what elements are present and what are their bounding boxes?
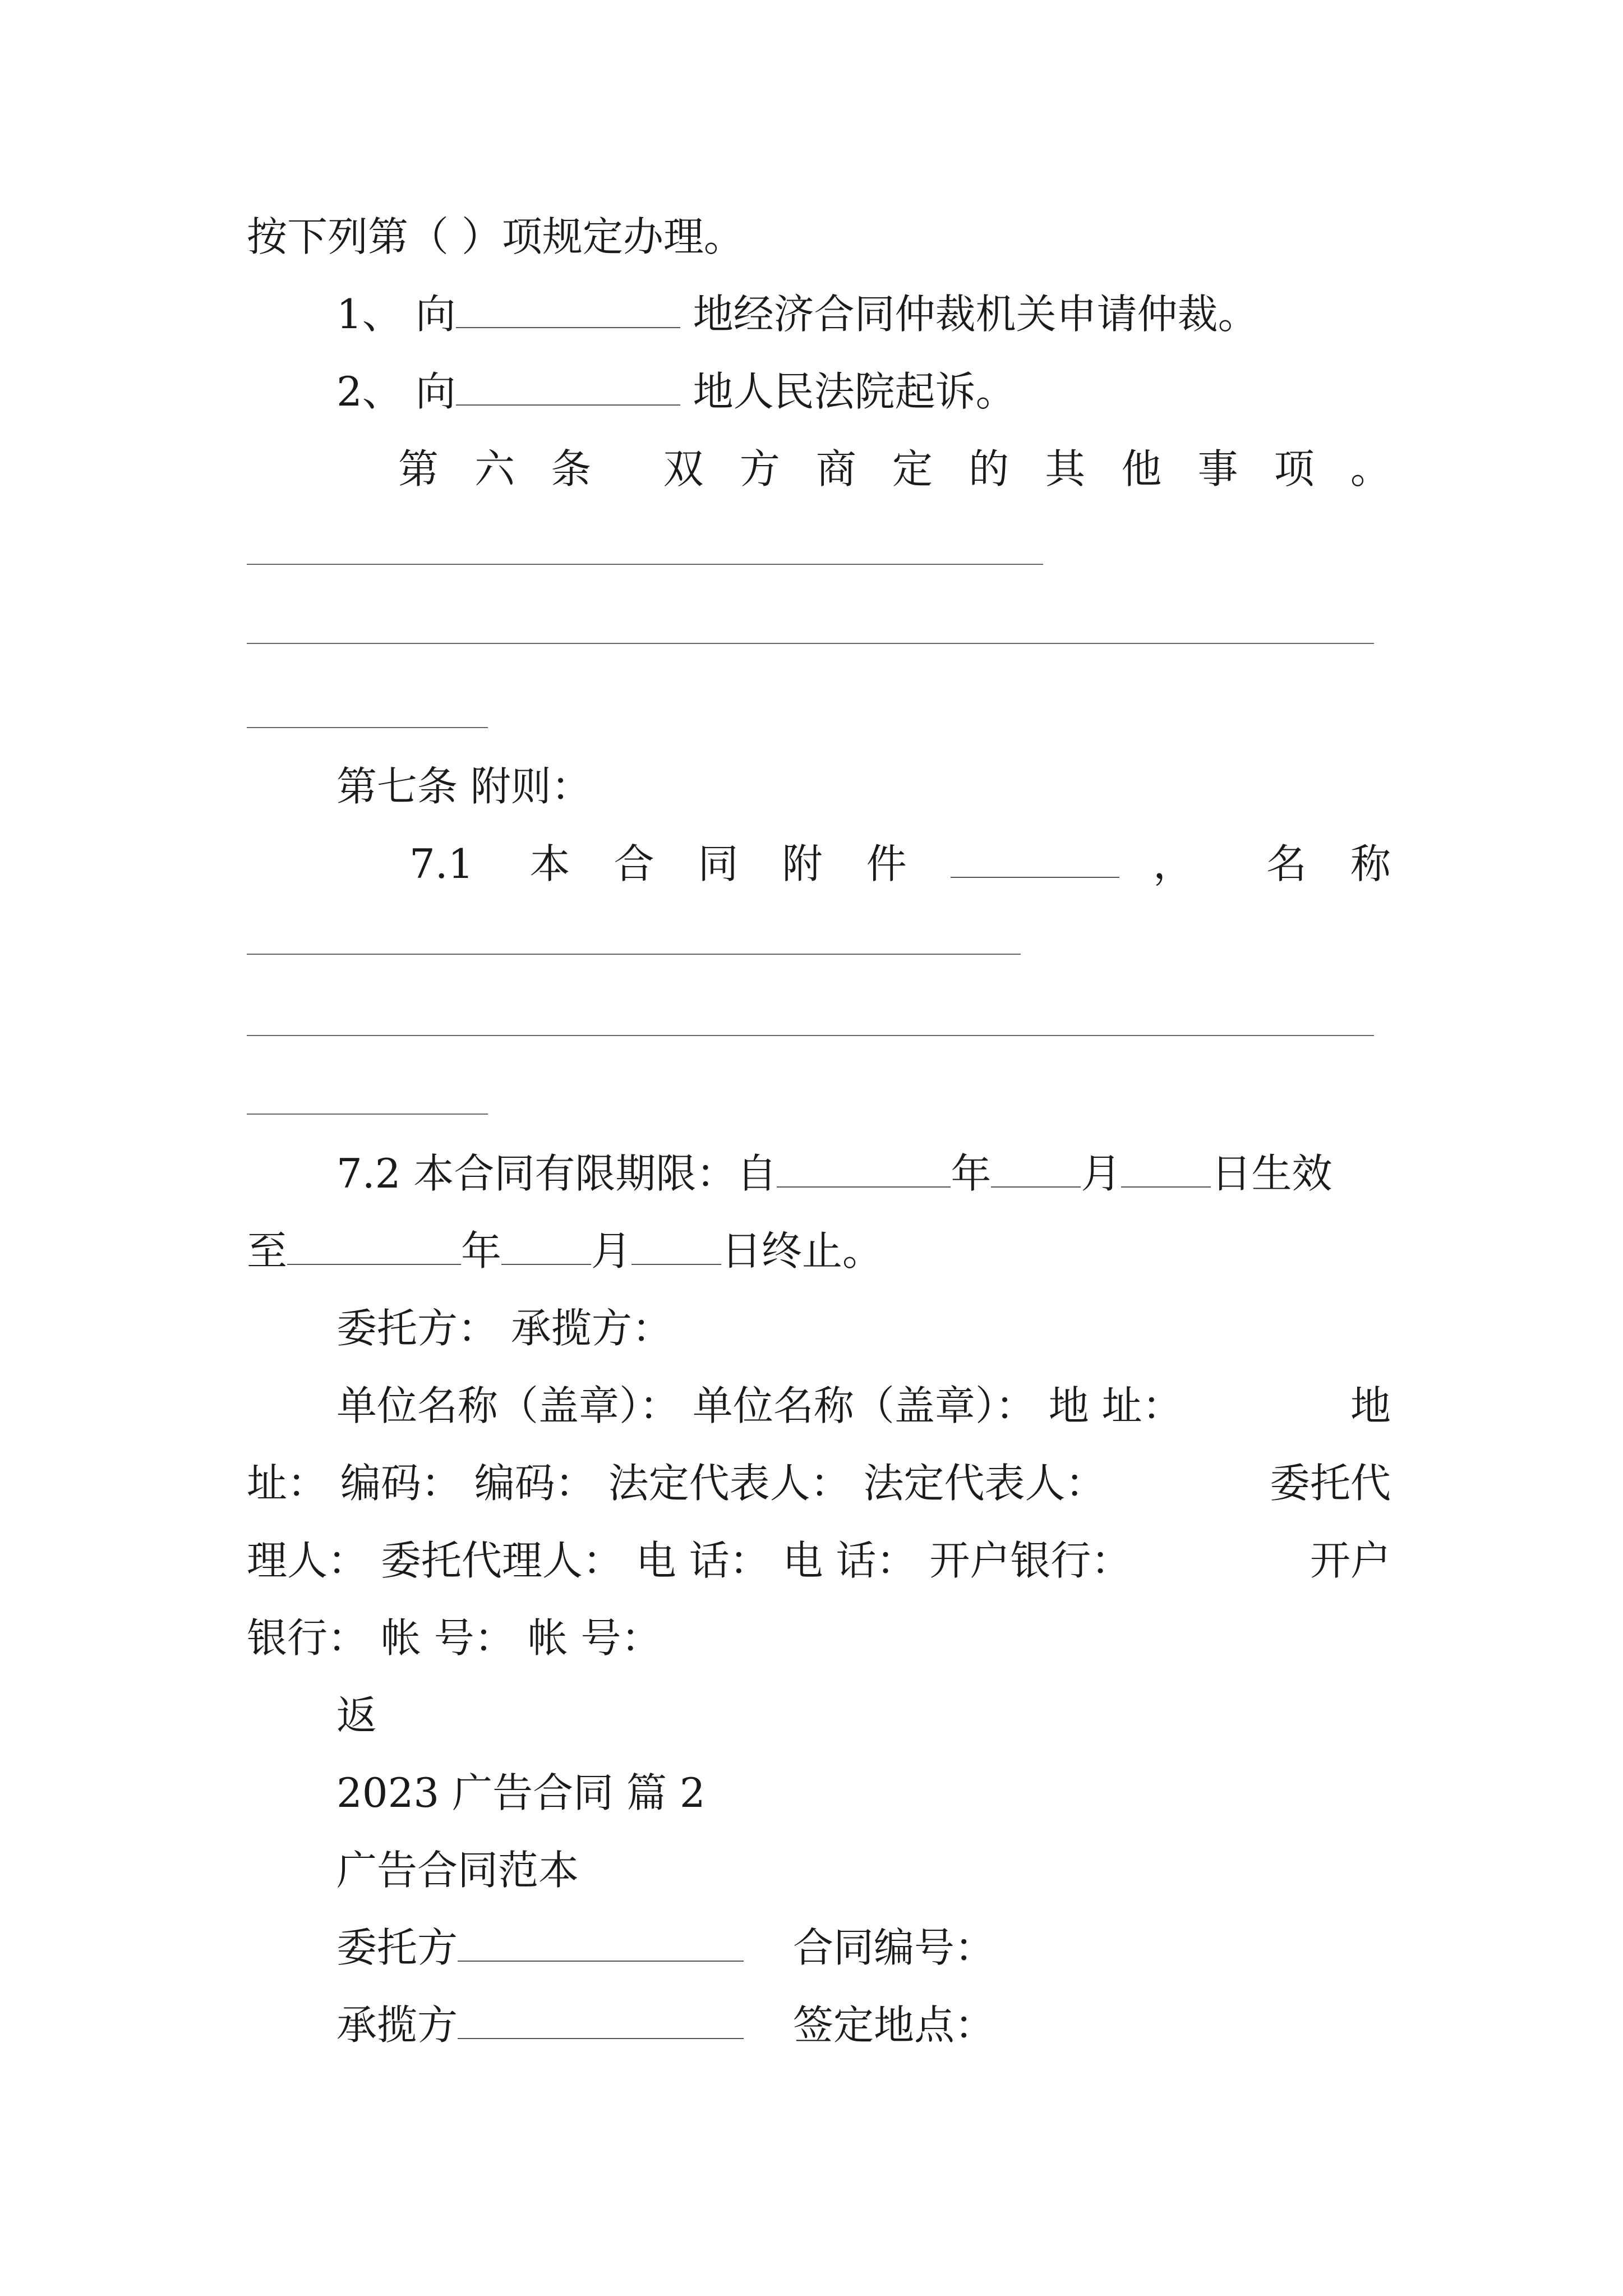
char: 事 [1197, 445, 1238, 493]
text-fragment: 日生效 [1211, 1150, 1332, 1197]
blank-field [456, 292, 680, 328]
blank-field [501, 1229, 591, 1265]
char: 商 [815, 445, 856, 493]
blank-line [247, 1114, 488, 1115]
option-2-line [336, 364, 1391, 420]
text-fragment: 委托代 [1269, 1460, 1391, 1507]
text-line: 按下列第（ ）项规定办理。 [247, 213, 744, 260]
blank-field [458, 2003, 744, 2039]
text-fragment: 1、 向 [336, 291, 456, 338]
signature-block-line: 银行： 帐 号： 帐 号： [247, 1614, 662, 1662]
blank-line [247, 643, 1374, 644]
char: 同 [698, 840, 739, 887]
char: 附 [782, 840, 823, 887]
option-1-line [336, 286, 1391, 342]
text-fragment: 开户 [1310, 1537, 1391, 1584]
signature-block-line [247, 1455, 1391, 1511]
text-fragment: 月 [591, 1227, 632, 1274]
char: 名 [1266, 840, 1307, 887]
char: 本 [529, 840, 570, 887]
char: 双 [663, 445, 704, 493]
text-fragment: 日终止。 [721, 1227, 883, 1274]
text-fragment: 地 [1350, 1382, 1391, 1429]
client-line [336, 1920, 1391, 1976]
char: 。 [1350, 445, 1391, 493]
char: 项 [1274, 445, 1315, 493]
document-title: 广告合同范本 [336, 1847, 579, 1894]
text-fragment: 址： 编码： 编码： 法定代表人： 法定代表人： [247, 1460, 1106, 1507]
text-fragment: 单位名称（盖章）： 单位名称（盖章）： 地 址： [336, 1382, 1183, 1429]
text-fragment: 签定地点： [793, 2001, 995, 2049]
text-fragment: 地经济合同仲裁机关申请仲裁。 [680, 291, 1258, 338]
section-title: 2023 广告合同 篇 2 [336, 1769, 706, 1816]
text-fragment: 7.1 [409, 840, 474, 887]
char: 六 [474, 445, 515, 493]
term-end-line [247, 1223, 1391, 1279]
text-fragment: 至 [247, 1227, 288, 1274]
blank-field [777, 1152, 951, 1188]
blank-line [247, 564, 1043, 565]
char: 方 [739, 445, 780, 493]
text-fragment: 月 [1081, 1150, 1122, 1197]
char: 第 [398, 445, 439, 493]
text-fragment: 理人： 委托代理人： 电 话： 电 话： 开户银行： [247, 1537, 1132, 1584]
clause-7-1-line [409, 836, 1391, 892]
blank-field [456, 370, 680, 406]
char: 合 [614, 840, 654, 887]
parties-line: 委托方： 承揽方： [336, 1305, 672, 1352]
blank-line [247, 1035, 1374, 1036]
blank-field [991, 1152, 1081, 1188]
text-fragment: 年 [951, 1150, 992, 1197]
article-7-heading: 第七条 附则： [336, 763, 592, 810]
char: 条 [551, 445, 592, 493]
blank-line [247, 727, 488, 728]
blank-field [458, 1926, 744, 1962]
char: 定 [892, 445, 933, 493]
clause-7-2-line [336, 1145, 1391, 1202]
blank-field [287, 1229, 461, 1265]
char: 他 [1121, 445, 1162, 493]
text-fragment: 年 [461, 1227, 502, 1274]
blank-field [1121, 1152, 1211, 1188]
text-fragment: 合同编号： [793, 1924, 995, 1971]
text-line: 返 [336, 1692, 377, 1739]
char: ， [1152, 840, 1193, 887]
text-fragment: 2、 向 [336, 368, 456, 415]
blank-field [631, 1229, 721, 1265]
article-6-heading [398, 441, 1391, 497]
char: 其 [1045, 445, 1086, 493]
char: 的 [969, 445, 1009, 493]
text-fragment: 7.2 本合同有限期限：自 [336, 1150, 777, 1197]
text-fragment: 承揽方 [336, 2001, 458, 2049]
contractor-line [336, 1997, 1391, 2053]
text-fragment: 地人民法院起诉。 [680, 368, 1016, 415]
blank-line [247, 954, 1021, 955]
char: 称 [1350, 840, 1391, 887]
blank-field [951, 842, 1119, 878]
text-fragment: 委托方 [336, 1924, 458, 1971]
signature-block-line [336, 1378, 1391, 1434]
signature-block-line [247, 1533, 1391, 1589]
char: 件 [866, 840, 907, 887]
